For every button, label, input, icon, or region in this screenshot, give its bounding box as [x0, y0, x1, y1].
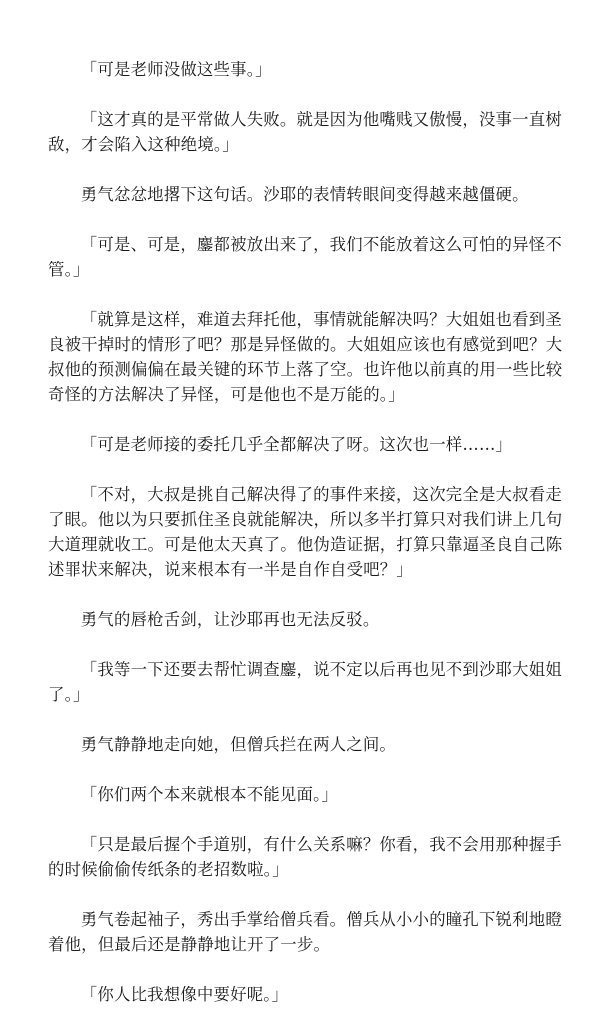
paragraph: 「就算是这样，难道去拜托他，事情就能解决吗？大姐姐也看到圣良被干掉时的情形了吧？那是异怪做的。大姐姐应该也有感觉到吧？大叔他的预测偏偏在最关键的环节上落了空。也许他以前真的用一些比较奇怪的方法解决了异怪，可是他也不是万能的。」: [48, 310, 563, 404]
paragraph: 勇气的唇枪舌剑，让沙耶再也无法反驳。: [80, 610, 380, 629]
paragraph: 「可是老师没做这些事。」: [80, 60, 272, 79]
page-body-text: [48, 57, 572, 1032]
paragraph: 「我等一下还要去帮忙调查鏖，说不定以后再也见不到沙耶大姐姐了。」: [48, 660, 562, 704]
paragraph: 「你人比我想像中要好呢。」: [80, 985, 289, 1004]
paragraph: 「可是、可是，鏖都被放出来了，我们不能放着这么可怕的异怪不管。」: [48, 235, 562, 279]
paragraph: 「可是老师接的委托几乎全都解决了呀。这次也一样……」: [80, 435, 513, 454]
paragraph: 「你们两个本来就根本不能见面。」: [80, 785, 339, 804]
paragraph: 勇气静静地走向她，但僧兵拦在两人之间。: [80, 735, 397, 754]
paragraph: 「不对，大叔是挑自己解决得了的事件来接，这次完全是大叔看走了眼。他以为只要抓住圣良就能解决，所以多半打算只对我们讲上几句大道理就收工。可是他太天真了。他伪造证据，打算只靠逼圣良自己陈述罪状来解决，说来根本有一半是自作自受吧？」: [48, 485, 563, 579]
paragraph: 「只是最后握个手道别，有什么关系嘛？你看，我不会用那种握手的时候偷偷传纸条的老招数啦。」: [48, 835, 562, 879]
paragraph: 勇气卷起袖子，秀出手掌给僧兵看。僧兵从小小的瞳孔下锐利地瞪着他，但最后还是静静地让开了一步。: [48, 910, 562, 954]
paragraph: 勇气忿忿地撂下这句话。沙耶的表情转眼间变得越来越僵硬。: [80, 185, 529, 204]
paragraph: 「这才真的是平常做人失败。就是因为他嘴贱又傲慢，没事一直树敌，才会陷入这种绝境。」: [48, 110, 562, 154]
